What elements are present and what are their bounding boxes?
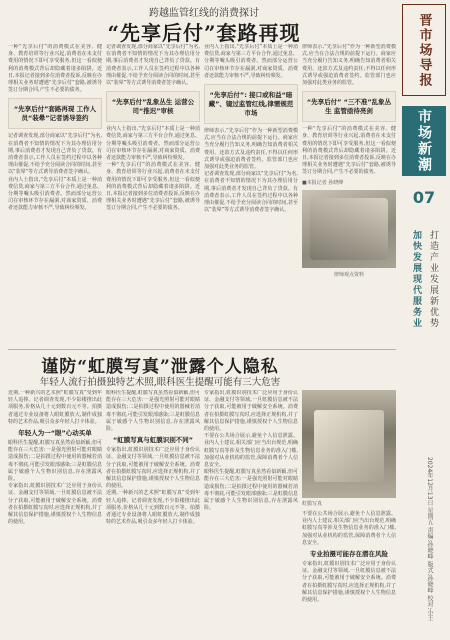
issue-meta: 2024年12月13日 星期五 责编:孙晓峰 版式:孙晓峰 校对:小王 <box>426 457 433 622</box>
article-paragraph: 业内人士指出,“先享后付”本质上是一种消费信贷,商家与第三方平台合作,通过免息、分期等噱头吸引消费者。然而部分运营公司在审核环节存在漏洞,对商家资质、消费者还款能力审核不严,导致纠纷频发。 <box>106 126 200 162</box>
slogan-line-2: 打造产业发展新优势 <box>428 230 438 329</box>
article-paragraph: 近期,一种新兴的艺术照“虹膜写真”受到年轻人追捧。记者调查发现,不少影楼推出此项服务,价格从几十元到数百元不等。拍摄者通过专业设备将人眼虹膜放大,制作成独特的艺术作品,吸引众多年轻人打卡体验。 <box>8 390 102 425</box>
article-paragraph: 记者调查发现,部分商家以“先享后付”为名,在消费者不知情的情况下为其办理信用分期,事后消费者才发现自己背负了贷款。有消费者表示,工作人员在签约过程中以各种理由催促,不给予充分阅读合同的时间,甚至以“装晕”等方式诱导消费者签字确认。 <box>204 171 298 214</box>
article-paragraph: 专家指出,虹膜识别技术广泛应用于身份认证、金融支付等领域,一旦虹膜信息被不法分子获取,可能被用于破解安全系统。消费者在拍摄虹膜写真时,应选择正规机构,并了解其信息保护措施,谨慎授权个人生物信息的使用。 <box>302 561 396 604</box>
page-number: 07 <box>412 187 436 207</box>
top-headline: “先享后付”套路再现 <box>107 21 301 45</box>
article-paragraph: 律师表示,“先享后付”作为一种新型消费模式,应当在合法合规的前提下运行。商家应当充分履行告知义务,明确告知消费者相关费用、还款方式及违约责任,不得以任何形式诱导或强迫消费者签约。监管部门也应加强对此类业务的监管。 <box>204 128 298 171</box>
brand-name: 晋市场导报 <box>416 12 432 88</box>
slogan <box>410 230 440 430</box>
section-label <box>402 106 446 176</box>
article-paragraph: 眼科医生提醒,虹膜写真虽然看似新颖,但可能存在三大危害:一是强光照射可能对眼睛造成损伤;二是拍摄过程中使用的器械若消毒不彻底,可能引发眼部感染;三是虹膜信息属于敏感个人生物识别信息,存在泄露风险。 <box>204 469 298 512</box>
photo-content <box>310 198 388 260</box>
article-paragraph: 业内人士指出,“先享后付”本质上是一种消费信贷,商家与第三方平台合作,通过免息、分期等噱头吸引消费者。然而部分运营公司在审核环节存在漏洞,对商家资质、消费者还款能力审核不严,导致纠纷频发。 <box>8 176 102 212</box>
top-article-columns <box>8 44 396 346</box>
top-kicker: 跨越监管红线的消费探讨 <box>149 8 259 19</box>
article-paragraph: 专家指出,虹膜识别技术广泛应用于身份认证、金融支付等领域,一旦虹膜信息被不法分子获取,可能被用于破解安全系统。消费者在拍摄虹膜写真时,应选择正规机构,并了解其信息保护措施,谨慎授权个人生物信息的使用。 <box>8 483 102 526</box>
subhead: “先享后付”乱象丛生 运营公司“推迟”审核 <box>111 98 195 116</box>
subhead: “虹膜写真与虹膜识别不同” <box>112 436 194 445</box>
subhead: 专业拍摄可能存在潜在风险 <box>310 550 388 559</box>
subhead: “先享后付”套路再现 工作人员“装晕”记者诱导签约 <box>13 105 97 123</box>
subhead-box <box>106 91 200 122</box>
article-paragraph: 不要在公共场合展示,避免个人信息泄露。业内人士建议,相关部门应当出台规范,明确虹膜写真等涉及生物信息业务的准入门槛,加强对从业机构的监管,保障消费者个人信息安全。 <box>204 433 298 469</box>
subhead: “先享后付”: 接口或和益“暗藏”、镜过监管红线,律需规范市场 <box>208 91 294 118</box>
photo-caption: 律师观点资料 <box>333 271 364 278</box>
bottom-column-3 <box>204 390 298 636</box>
article-paragraph: 眼科医生提醒,虹膜写真虽然看似新颖,但可能存在三大危害:一是强光照射可能对眼睛造成损伤;二是拍摄过程中使用的器械若消毒不彻底,可能引发眼部感染;三是虹膜信息属于敏感个人生物识别信息,存在泄露风险。 <box>8 440 102 483</box>
reporter-credit: ■本报记者 孙晓峰 <box>302 179 344 186</box>
article-paragraph: 记者调查发现,部分商家以“先享后付”为名,在消费者不知情的情况下为其办理信用分期,事后消费者才发现自己背负了贷款。有消费者表示,工作人员在签约过程中以各种理由催促,不给予充分阅读合同的时间,甚至以“装晕”等方式诱导消费者签字确认。 <box>8 133 102 176</box>
article-paragraph: 专家指出,虹膜识别技术广泛应用于身份认证、金融支付等领域,一旦虹膜信息被不法分子获取,可能被用于破解安全系统。消费者在拍摄虹膜写真时,应选择正规机构,并了解其信息保护措施,谨慎授权个人生物信息的使用。 <box>204 390 298 433</box>
top-column-3 <box>204 44 298 346</box>
subhead-box <box>302 91 396 122</box>
article-paragraph: 业内人士指出,“先享后付”本质上是一种消费信贷,商家与第三方平台合作,通过免息、分期等噱头吸引消费者。然而部分运营公司在审核环节存在漏洞,对商家资质、消费者还款能力审核不严,导致纠纷频发。 <box>204 44 298 79</box>
bottom-column-4 <box>302 390 396 636</box>
subhead-box <box>8 98 102 129</box>
iris-photo <box>302 390 396 498</box>
bottom-headline: 谨防“虹膜写真”泄露个人隐私 <box>41 357 279 377</box>
article-paragraph: 一种“先享后付”的消费模式在美容、健身、教育培训等行业兴起,消费者在未支付费用的情况下即可享受服务,但这一看似便利的消费模式背后却隐藏着诸多陷阱。近日,本报记者接到多位消费者投诉,反映在办理相关业务时遭遇“先享后付”套路,被诱导签订分期合同,产生不必要的债务。 <box>8 44 102 94</box>
masthead <box>398 2 448 638</box>
article-paragraph: 专家指出,虹膜识别技术广泛应用于身份认证、金融支付等领域,一旦虹膜信息被不法分子获取,可能被用于破解安全系统。消费者在拍摄虹膜写真时,应选择正规机构,并了解其信息保护措施,谨慎授权个人生物信息的使用。 <box>106 447 200 490</box>
top-column-2 <box>106 44 200 346</box>
bottom-column-2 <box>106 390 200 636</box>
article-photo <box>302 190 396 268</box>
subhead: “先享后付” “三不准”乱象丛生 监管亟待亮剑 <box>306 98 392 116</box>
article-paragraph: 记者调查发现,部分商家以“先享后付”为名,在消费者不知情的情况下为其办理信用分期,事后消费者才发现自己背负了贷款。有消费者表示,工作人员在签约过程中以各种理由催促,不给予充分阅读合同的时间,甚至以“装晕”等方式诱导消费者签字确认。 <box>106 44 200 87</box>
top-column-1 <box>8 44 102 346</box>
slogan-line-1: 加快发展现代服务业 <box>411 230 421 329</box>
article-paragraph: 不要在公共场合展示,避免个人信息泄露。业内人士建议,相关部门应当出台规范,明确虹膜写真等涉及生物信息业务的准入门槛,加强对从业机构的监管,保障消费者个人信息安全。 <box>302 511 396 546</box>
subhead: 年轻人为一“眼”心动买单 <box>18 429 92 438</box>
bottom-article-columns <box>8 390 396 636</box>
bottom-subtitle: 年轻人流行拍摄独特艺术照,眼科医生提醒可能有三大危害 <box>39 377 281 388</box>
bottom-column-1 <box>8 390 102 636</box>
photo-caption: 虹膜写真 <box>302 501 323 507</box>
newspaper-logo <box>402 4 446 96</box>
article-paragraph: 律师表示,“先享后付”作为一种新型消费模式,应当在合法合规的前提下运行。商家应当充分履行告知义务,明确告知消费者相关费用、还款方式及违约责任,不得以任何形式诱导或强迫消费者签约。监管部门也应加强对此类业务的监管。 <box>302 44 396 87</box>
photo-content <box>314 410 384 482</box>
top-column-4 <box>302 44 396 346</box>
article-paragraph: 近期,一种新兴的艺术照“虹膜写真”受到年轻人追捧。记者调查发现,不少影楼推出此项服务,价格从几十元到数百元不等。拍摄者通过专业设备将人眼虹膜放大,制作成独特的艺术作品,吸引众多年轻人打卡体验。 <box>106 490 200 526</box>
article-paragraph: 一种“先享后付”的消费模式在美容、健身、教育培训等行业兴起,消费者在未支付费用的情况下即可享受服务,但这一看似便利的消费模式背后却隐藏着诸多陷阱。近日,本报记者接到多位消费者投诉,反映在办理相关业务时遭遇“先享后付”套路,被诱导签订分期合同,产生不必要的债务。 <box>106 162 200 212</box>
section-title: 市场新潮 <box>416 109 432 173</box>
section-divider <box>8 349 396 350</box>
subhead-box <box>204 84 298 124</box>
article-paragraph: 眼科医生提醒,虹膜写真虽然看似新颖,但可能存在三大危害:一是强光照射可能对眼睛造成损伤;二是拍摄过程中使用的器械若消毒不彻底,可能引发眼部感染;三是虹膜信息属于敏感个人生物识别信息,存在泄露风险。 <box>106 390 200 433</box>
article-paragraph: 一种“先享后付”的消费模式在美容、健身、教育培训等行业兴起,消费者在未支付费用的情况下即可享受服务,但这一看似便利的消费模式背后却隐藏着诸多陷阱。近日,本报记者接到多位消费者投诉,反映在办理相关业务时遭遇“先享后付”套路,被诱导签订分期合同,产生不必要的债务。 <box>302 126 396 176</box>
